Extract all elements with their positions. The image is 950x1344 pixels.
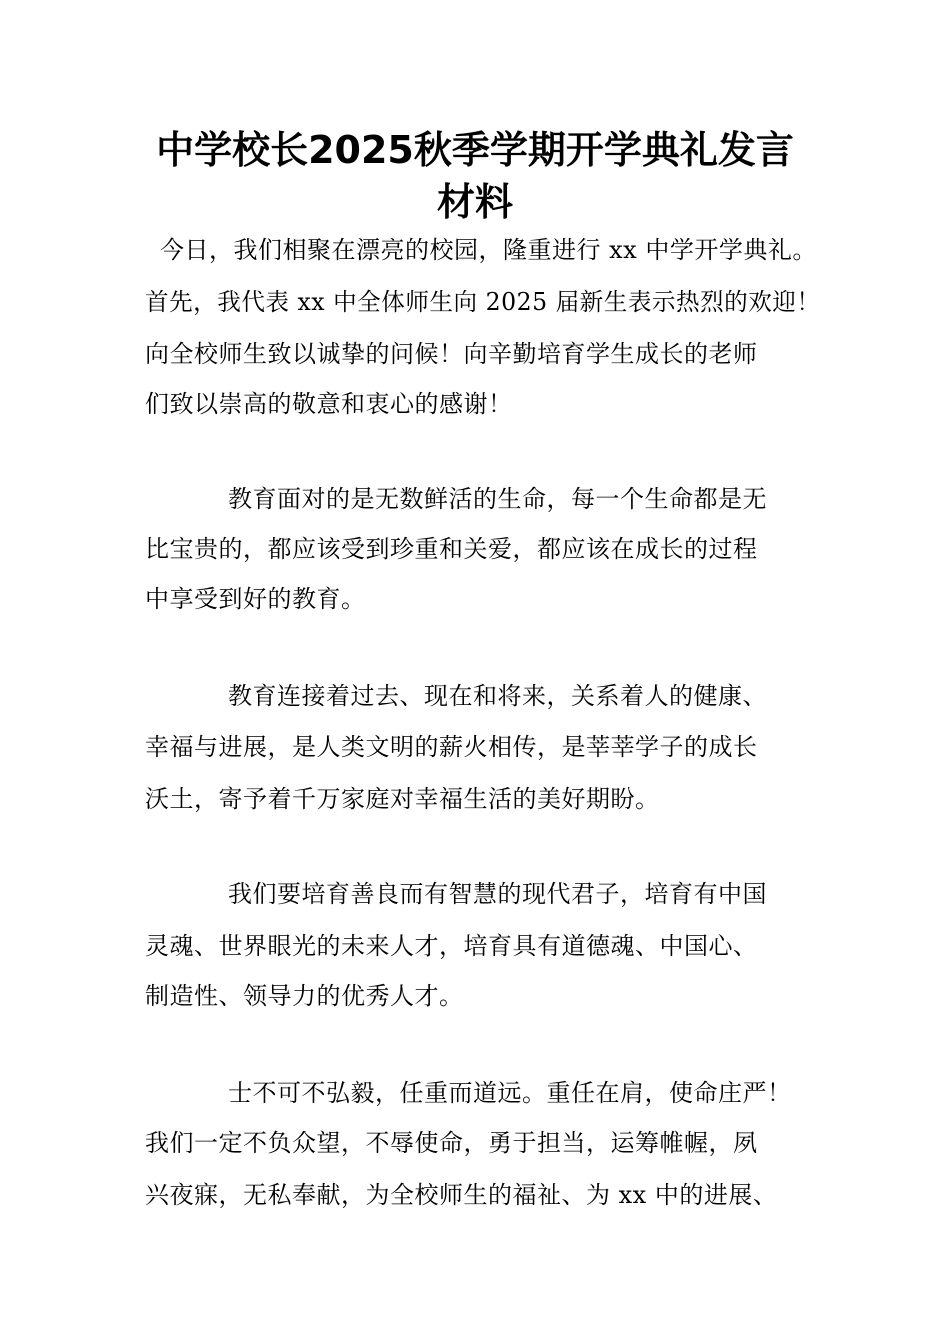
paragraph-3-line-1: 教育连接着过去、现在和将来，关系着人的健康、 [228, 682, 767, 710]
paragraph-4-line-3: 制造性、领导力的优秀人才。 [145, 982, 464, 1010]
paragraph-1-line-4: 们致以崇高的敬意和衷心的感谢！ [145, 390, 513, 418]
paragraph-5-line-2: 我们一定不负众望，不辱使命，勇于担当，运筹帷幄，夙 [145, 1129, 758, 1157]
paragraph-2-line-2: 比宝贵的，都应该受到珍重和关爱，都应该在成长的过程 [145, 535, 758, 563]
paragraph-5-line-3: 兴夜寐，无私奉献，为全校师生的福祉、为 xx 中的进展、 [145, 1181, 778, 1209]
paragraph-1-line-1: 今日，我们相聚在漂亮的校园，隆重进行 xx 中学开学典礼。 [160, 236, 817, 264]
paragraph-4-line-1: 我们要培育善良而有智慧的现代君子，培育有中国 [228, 880, 767, 908]
paragraph-5-line-1: 士不可不弘毅，任重而道远。重任在肩，使命庄严！ [228, 1079, 792, 1107]
document-title-line-1: 中学校长2025秋季学期开学典礼发言 [156, 128, 794, 172]
document-title-line-2: 材料 [436, 180, 513, 224]
paragraph-1-line-3: 向全校师生致以诚挚的问候！向辛勤培育学生成长的老师 [145, 340, 758, 368]
paragraph-3-line-2: 幸福与进展，是人类文明的薪火相传，是莘莘学子的成长 [145, 733, 758, 761]
paragraph-1-line-2: 首先，我代表 xx 中全体师生向 2025 届新生表示热烈的欢迎！ [145, 288, 821, 316]
paragraph-2-line-1: 教育面对的是无数鲜活的生命，每一个生命都是无 [228, 485, 767, 513]
paragraph-4-line-2: 灵魂、世界眼光的未来人才，培育具有道德魂、中国心、 [145, 932, 758, 960]
paragraph-2-line-3: 中享受到好的教育。 [145, 585, 366, 613]
paragraph-3-line-3: 沃土，寄予着千万家庭对幸福生活的美好期盼。 [145, 785, 660, 813]
